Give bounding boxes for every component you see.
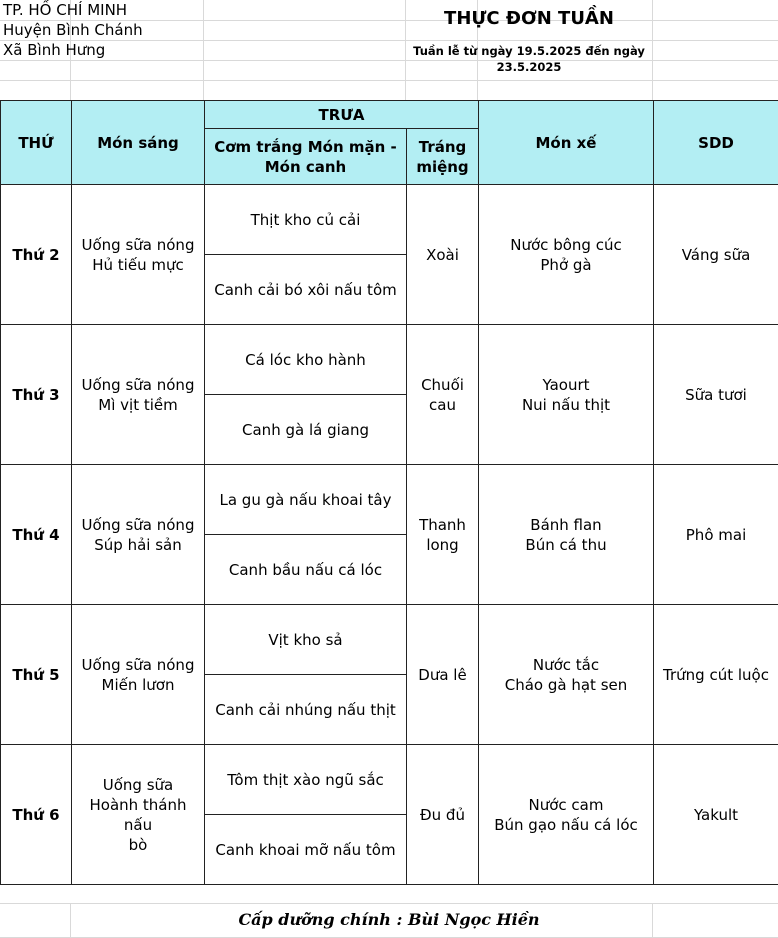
- afternoon-cell: Bánh flan Bún cá thu: [479, 465, 654, 605]
- afternoon-cell: Nước tắc Cháo gà hạt sen: [479, 605, 654, 745]
- dessert-cell: Dưa lê: [407, 605, 479, 745]
- dessert-cell: Chuối cau: [407, 325, 479, 465]
- sdd-cell: Váng sữa: [654, 185, 778, 325]
- day-label: Thứ 3: [1, 325, 72, 465]
- col-lunch-main-header: Cơm trắng Món mặn - Món canh: [205, 129, 407, 185]
- dessert-cell: Đu đủ: [407, 745, 479, 885]
- school-location: [3, 0, 203, 60]
- week-range: Tuần lễ từ ngày 19.5.2025 đến ngày 23.5.2025: [413, 44, 645, 74]
- day-label: Thứ 5: [1, 605, 72, 745]
- main-dish-cell: Cá lóc kho hành: [205, 325, 407, 395]
- sdd-cell: Trứng cút luộc: [654, 605, 778, 745]
- soup-cell: Canh khoai mỡ nấu tôm: [205, 815, 407, 885]
- soup-cell: Canh bầu nấu cá lóc: [205, 535, 407, 605]
- col-afternoon-header: Món xế: [479, 101, 654, 185]
- afternoon-cell: Nước bông cúc Phở gà: [479, 185, 654, 325]
- ward-label: Xã Bình Hưng: [3, 41, 106, 59]
- table-row: [1, 465, 778, 535]
- soup-cell: Canh cải nhúng nấu thịt: [205, 675, 407, 745]
- breakfast-cell: Uống sữa nóng Miến lươn: [72, 605, 205, 745]
- dessert-cell: Xoài: [407, 185, 479, 325]
- col-lunch-header: TRƯA: [205, 101, 479, 129]
- afternoon-cell: Nước cam Bún gạo nấu cá lóc: [479, 745, 654, 885]
- dessert-cell: Thanh long: [407, 465, 479, 605]
- day-label: Thứ 4: [1, 465, 72, 605]
- sdd-cell: Sữa tươi: [654, 325, 778, 465]
- breakfast-cell: Uống sữa nóng Súp hải sản: [72, 465, 205, 605]
- breakfast-cell: Uống sữa nóng Mì vịt tiềm: [72, 325, 205, 465]
- main-dish-cell: Tôm thịt xào ngũ sắc: [205, 745, 407, 815]
- main-dish-cell: La gu gà nấu khoai tây: [205, 465, 407, 535]
- col-breakfast-header: Món sáng: [72, 101, 205, 185]
- main-dish-cell: Vịt kho sả: [205, 605, 407, 675]
- district-label: Huyện Bình Chánh: [3, 21, 143, 39]
- afternoon-cell: Yaourt Nui nấu thịt: [479, 325, 654, 465]
- sdd-cell: Yakult: [654, 745, 778, 885]
- page-title: THỰC ĐƠN TUẦN: [444, 8, 614, 29]
- table-row: [1, 325, 778, 395]
- col-sdd-header: SDD: [654, 101, 778, 185]
- sdd-cell: Phô mai: [654, 465, 778, 605]
- col-day-header: THỨ: [1, 101, 72, 185]
- soup-cell: Canh cải bó xôi nấu tôm: [205, 255, 407, 325]
- soup-cell: Canh gà lá giang: [205, 395, 407, 465]
- breakfast-cell: Uống sữa nóng Hủ tiếu mực: [72, 185, 205, 325]
- col-dessert-header: Tráng miệng: [407, 129, 479, 185]
- day-label: Thứ 2: [1, 185, 72, 325]
- table-row: [1, 185, 778, 255]
- breakfast-cell: Uống sữa Hoành thánh nấu bò: [72, 745, 205, 885]
- city-label: TP. HỒ CHÍ MINH: [3, 1, 128, 19]
- head-cook-signature: Cấp dưỡng chính : Bùi Ngọc Hiền: [238, 910, 540, 929]
- main-dish-cell: Thịt kho củ cải: [205, 185, 407, 255]
- weekly-menu-table: [0, 100, 778, 885]
- table-row: [1, 745, 778, 815]
- day-label: Thứ 6: [1, 745, 72, 885]
- table-row: [1, 605, 778, 675]
